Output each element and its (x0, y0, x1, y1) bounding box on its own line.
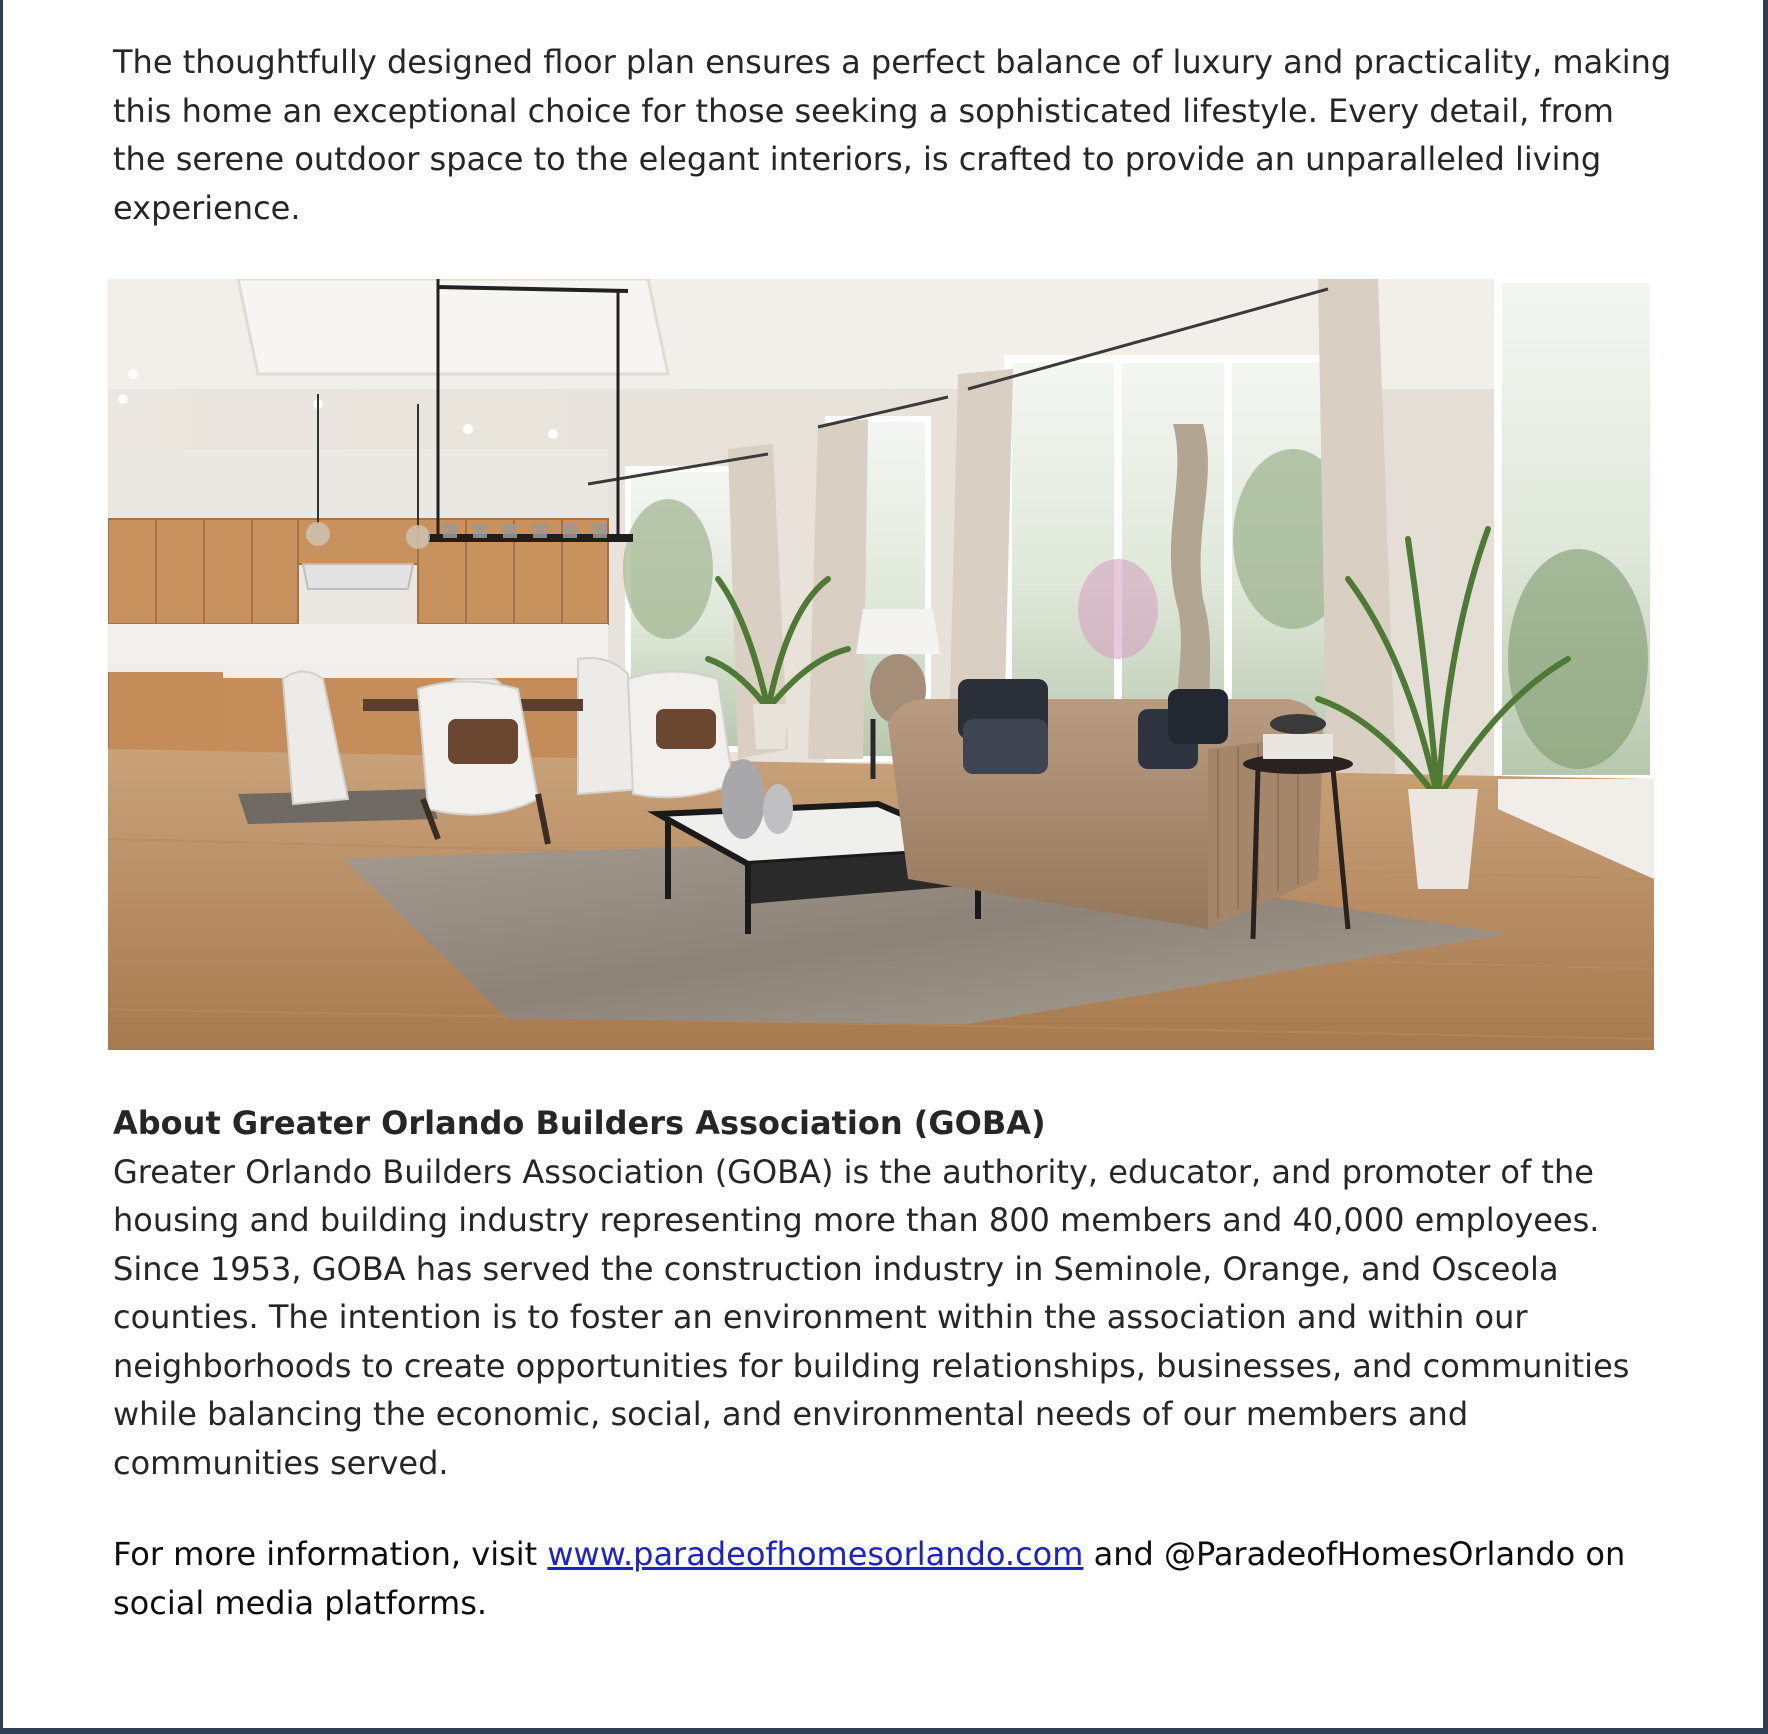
about-paragraph: Greater Orlando Builders Association (GOBA) is the authority, educator, and promoter of the housing and building industry representing more than 800 members and 40,000 employees. Since 1953, GOBA has served the construction industry in Seminole, Orange, and Osceola counties. The intention is to foster an environment within the association and within our neighborhoods to create opportunities for building relationships, businesses, and communities while balancing the economic, social, and environmental needs of our members and communities served. (113, 1152, 1630, 1482)
more-info-suffix: and @ParadeofHomesOrlando on social media platforms. (113, 1535, 1626, 1622)
about-heading: About Greater Orlando Builders Association (GOBA) (113, 1104, 1046, 1142)
more-info-prefix: For more information, visit (113, 1535, 548, 1573)
intro-paragraph: The thoughtfully designed floor plan ensures a perfect balance of luxury and practicality, making this home an exceptional choice for those seeking a sophisticated lifestyle. Every detail, from the serene outdoor space to the elegant interiors, is crafted to provide an unparalleled living experience. (113, 43, 1672, 227)
website-link[interactable]: www.paradeofhomesorlando.com (547, 1535, 1084, 1573)
living-room-photo (108, 279, 1654, 1050)
more-info-section (113, 1530, 1673, 1627)
about-section (113, 1099, 1673, 1487)
intro-section (113, 38, 1673, 232)
more-info-paragraph (113, 1530, 1673, 1627)
document-page (3, 0, 1763, 1728)
